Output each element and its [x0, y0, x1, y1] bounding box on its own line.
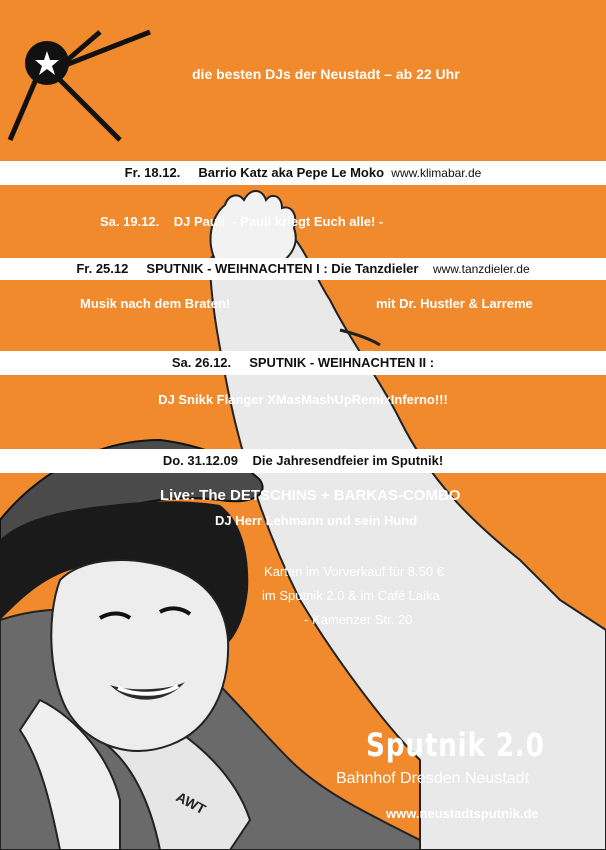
event-title: Barrio Katz aka Pepe Le Moko [198, 165, 385, 180]
tagline: die besten DJs der Neustadt – ab 22 Uhr [192, 66, 460, 82]
event-url: www.tanzdieler.de [432, 262, 530, 276]
event-date: Fr. 18.12. [124, 165, 181, 180]
face [51, 560, 228, 751]
jacket-lettering: AWT [173, 788, 209, 818]
venue-name: Sputnik 2.0 [366, 726, 545, 764]
venue-place: Bahnhof Dresden Neustadt [336, 770, 530, 787]
event-title: SPUTNIK - WEIHNACHTEN II : [249, 355, 435, 370]
event-date: Sa. 26.12. [171, 355, 232, 370]
event-right-4: mit Dr. Hustler & Larreme [376, 296, 533, 311]
event-row-1 [0, 165, 606, 180]
live-sub: DJ Herr Lehmann und sein Hund [215, 513, 418, 528]
live-headline: Live: The DETSCHINS + BARKAS-COMBO [160, 487, 461, 504]
event-title: SPUTNIK - WEIHNACHTEN I : Die Tanzdieler [146, 261, 419, 276]
venue-url: www.neustadtsputnik.de [386, 806, 539, 821]
tickets-line-1: Karten im Vorverkauf für 8.50 € [264, 564, 444, 579]
tickets-line-3: - Kamenzer Str. 20 [304, 612, 413, 627]
event-row-7 [0, 453, 606, 468]
event-line-6: DJ Snikk Flanger XMasMashUpRemixInferno!!! [158, 392, 448, 407]
tickets-line-2: im Sputnik 2.0 & im Café Laika [262, 588, 440, 603]
event-date: Do. 31.12.09 [162, 453, 238, 468]
event-url: www.klimabar.de [391, 166, 482, 180]
event-line-2: Sa. 19.12. DJ Pauli - Pauli kriegt Euch alle! - [100, 214, 384, 229]
event-row-3 [0, 261, 606, 276]
event-date: Fr. 25.12 [76, 261, 129, 276]
event-left-4: Musik nach dem Braten! [80, 296, 231, 311]
event-title: Die Jahresendfeier im Sputnik! [252, 453, 444, 468]
event-row-5 [0, 355, 606, 370]
